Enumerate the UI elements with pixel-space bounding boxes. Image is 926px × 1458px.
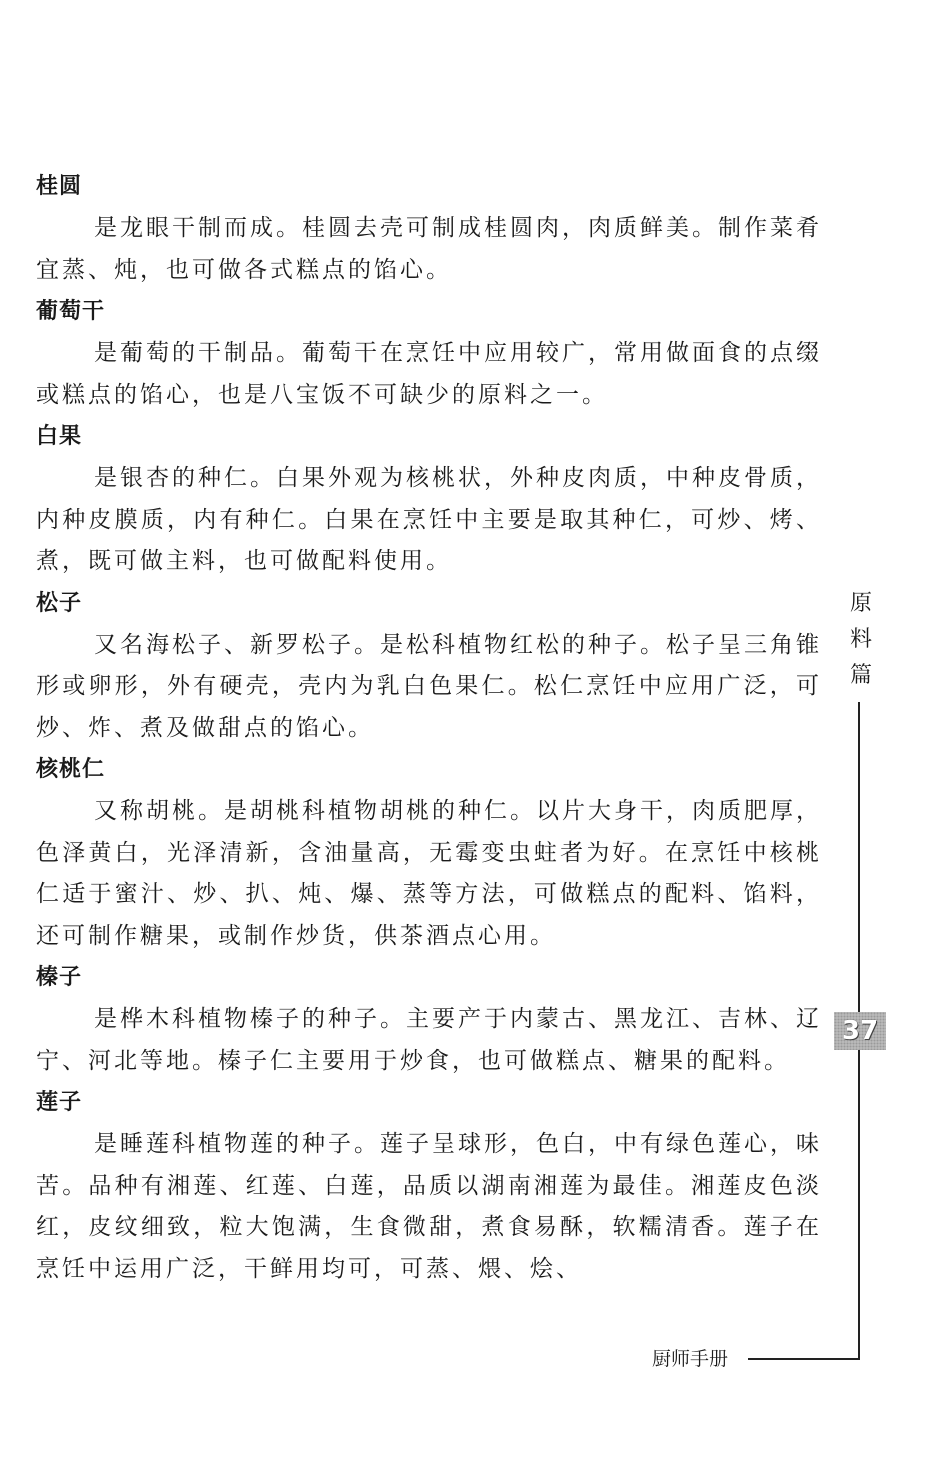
entry-heading-ginkgo: 白果 [36,424,83,449]
page-number-badge: 37 [834,1012,886,1050]
section-side-label [848,586,874,694]
margin-rule-lower [858,1050,860,1360]
footer-rule [748,1358,860,1360]
entry-text-hazelnut: 是桦木科植物榛子的种子。主要产于内蒙古、黑龙江、吉林、辽宁、河北等地。榛子仁主要用于炒食，也可做糕点、糖果的配料。 [36,1006,822,1074]
entry-heading-longan: 桂圆 [36,174,83,199]
page-body [36,166,822,1290]
entry-heading-lotus-seed: 莲子 [36,1090,83,1115]
entry-text-longan: 是龙眼干制而成。桂圆去壳可制成桂圆肉，肉质鲜美。制作菜肴宜蒸、炖，也可做各式糕点的馅心。 [36,215,822,283]
entry-text-pine-nut: 又名海松子、新罗松子。是松科植物红松的种子。松子呈三角锥形或卵形，外有硬壳，壳内为乳白色果仁。松仁烹饪中应用广泛，可炒、炸、煮及做甜点的馅心。 [36,631,822,741]
entry-text-lotus-seed: 是睡莲科植物莲的种子。莲子呈球形，色白，中有绿色莲心，味苦。品种有湘莲、红莲、白莲，品质以湖南湘莲为最佳。湘莲皮色淡红，皮纹细致，粒大饱满，生食微甜，煮食易酥，软糯清香。莲子在烹饪中运用广泛，干鲜用均可，可蒸、煨、烩、 [36,1131,822,1282]
running-footer: 厨师手册 [652,1348,729,1370]
entry-text-walnut: 又称胡桃。是胡桃科植物胡桃的种仁。以片大身干，肉质肥厚，色泽黄白，光泽清新，含油量高，无霉变虫蛀者为好。在烹饪中核桃仁适于蜜汁、炒、扒、炖、爆、蒸等方法，可做糕点的配料、馅料，还可制作糖果，或制作炒货，供茶酒点心用。 [36,798,822,949]
entry-heading-raisin: 葡萄干 [36,299,106,324]
entry-heading-hazelnut: 榛子 [36,965,83,990]
entry-text-ginkgo: 是银杏的种仁。白果外观为核桃状，外种皮肉质，中种皮骨质，内种皮膜质，内有种仁。白果在烹饪中主要是取其种仁，可炒、烤、煮，既可做主料，也可做配料使用。 [36,465,822,574]
entry-heading-pine-nut: 松子 [36,590,83,616]
entry-heading-walnut: 核桃仁 [36,757,106,782]
entry-text-raisin: 是葡萄的干制品。葡萄干在烹饪中应用较广，常用做面食的点缀或糕点的馅心，也是八宝饭不可缺少的原料之一。 [36,340,822,408]
side-label-char: 篇 [849,663,872,688]
side-label-char: 料 [849,627,872,652]
side-label-char: 原 [849,591,872,616]
margin-rule-upper [858,702,860,1012]
